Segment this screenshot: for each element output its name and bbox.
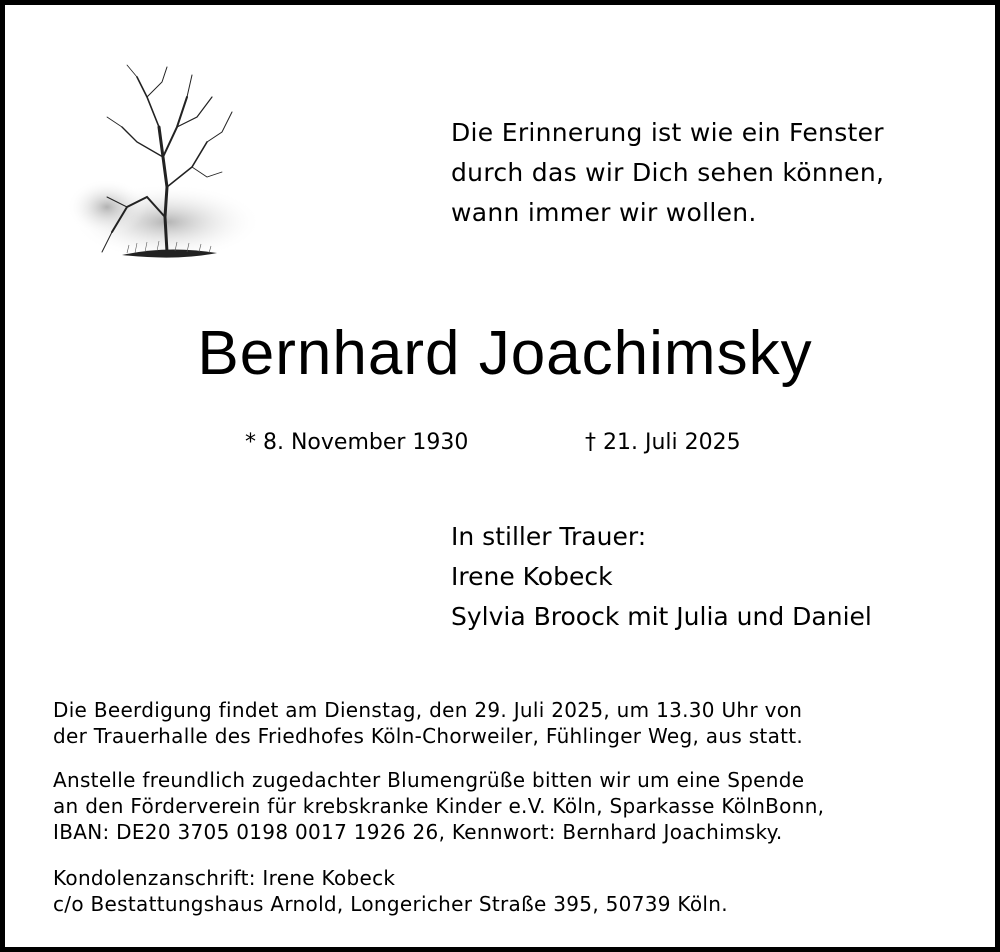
donation-line: an den Förderverein für krebskranke Kinder e.V. Köln, Sparkasse KölnBonn, (53, 794, 825, 818)
memorial-poem (451, 113, 884, 233)
birth-date: * 8. November 1930 (245, 430, 469, 455)
tree-illustration-icon (67, 57, 267, 279)
poem-line: durch das wir Dich sehen können, (451, 158, 885, 187)
donation-line: IBAN: DE20 3705 0198 0017 1926 26, Kennwort: Bernhard Joachimsky. (53, 820, 783, 844)
poem-line: wann immer wir wollen. (451, 198, 757, 227)
poem-line: Die Erinnerung ist wie ein Fenster (451, 118, 884, 147)
mourners-list (451, 517, 872, 637)
funeral-info (53, 697, 803, 749)
condolence-address (53, 865, 728, 917)
donation-info (53, 767, 824, 845)
condolence-line: c/o Bestattungshaus Arnold, Longericher Straße 395, 50739 Köln. (53, 892, 728, 916)
donation-line: Anstelle freundlich zugedachter Blumengrüße bitten wir um eine Spende (53, 768, 805, 792)
funeral-line: Die Beerdigung findet am Dienstag, den 29. Juli 2025, um 13.30 Uhr von (53, 698, 803, 722)
mourner-name: Irene Kobeck (451, 562, 613, 591)
mourner-name: Sylvia Broock mit Julia und Daniel (451, 602, 872, 631)
mourners-heading: In stiller Trauer: (451, 522, 647, 551)
deceased-name: Bernhard Joachimsky (197, 319, 813, 388)
death-date: † 21. Juli 2025 (585, 430, 741, 455)
funeral-line: der Trauerhalle des Friedhofes Köln-Chorweiler, Fühlinger Weg, aus statt. (53, 724, 804, 748)
condolence-line: Kondolenzanschrift: Irene Kobeck (53, 866, 396, 890)
